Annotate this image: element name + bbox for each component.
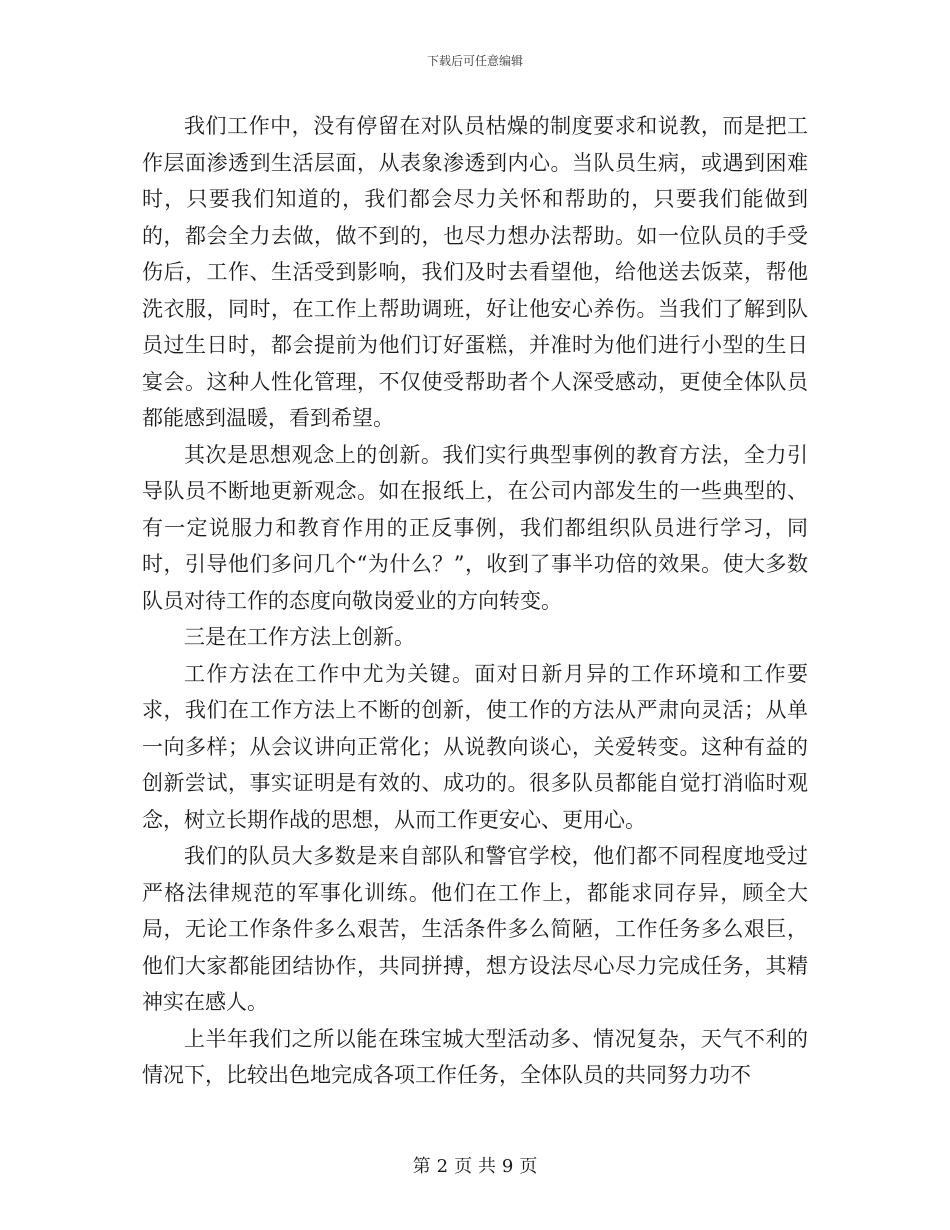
paragraph-1: 我们工作中，没有停留在对队员枯燥的制度要求和说教，而是把工作层面渗透到生活层面，从表象渗透到内心。当队员生病，或遇到困难时，只要我们知道的，我们都会尽力关怀和帮助的，只要我们能做到的，都会全力去做，做不到的，也尽力想办法帮助。如一位队员的手受伤后，工作、生活受到影响，我们及时去看望他，给他送去饭菜，帮他洗衣服，同时，在工作上帮助调班，好让他安心养伤。当我们了解到队员过生日时，都会提前为他们订好蛋糕，并准时为他们进行小型的生日宴会。这种人性化管理，不仅使受帮助者个人深受感动，更使全体队员都能感到温暖，看到希望。	[142, 114, 808, 430]
paragraph-4: 工作方法在工作中尤为关键。面对日新月异的工作环境和工作要求，我们在工作方法上不断的创新，使工作的方法从严肃向灵活；从单一向多样；从会议讲向正常化；从说教向谈心，关爱转变。这种有益的创新尝试，事实证明是有效的、成功的。很多队员都能自觉打消临时观念，树立长期作战的思想，从而工作更安心、更用心。	[142, 661, 808, 832]
footer-prefix: 第	[412, 1156, 431, 1177]
paragraph-5: 我们的队员大多数是来自部队和警官学校，他们都不同程度地受过严格法律规范的军事化训练。他们在工作上，都能求同存异，顾全大局，无论工作条件多么艰苦，生活条件多么简陋，工作任务多么艰巨，他们大家都能团结协作，共同拼搏，想方设法尽心尽力完成任务，其精神实在感人。	[142, 844, 808, 1014]
page-number: 2	[436, 1156, 449, 1177]
page-total: 9	[501, 1156, 514, 1177]
paragraph-2: 其次是思想观念上的创新。我们实行典型事例的教育方法，全力引导队员不断地更新观念。如在报纸上，在公司内部发生的一些典型的、有一定说服力和教育作用的正反事例，我们都组织队员进行学习，同时，引导他们多问几个“为什么？”，收到了事半功倍的效果。使大多数队员对待工作的态度向敬岗爱业的方向转变。	[142, 442, 808, 613]
paragraph-6: 上半年我们之所以能在珠宝城大型活动多、情况复杂，天气不利的情况下，比较出色地完成各项工作任务，全体队员的共同努力功不	[142, 1026, 808, 1087]
document-body	[142, 108, 808, 1094]
footer-suffix: 页	[519, 1156, 538, 1177]
page-footer	[0, 1152, 950, 1178]
paragraph-3: 三是在工作方法上创新。	[184, 625, 415, 649]
footer-middle: 页 共	[454, 1156, 496, 1177]
page-header: 下载后可任意编辑	[426, 54, 523, 68]
